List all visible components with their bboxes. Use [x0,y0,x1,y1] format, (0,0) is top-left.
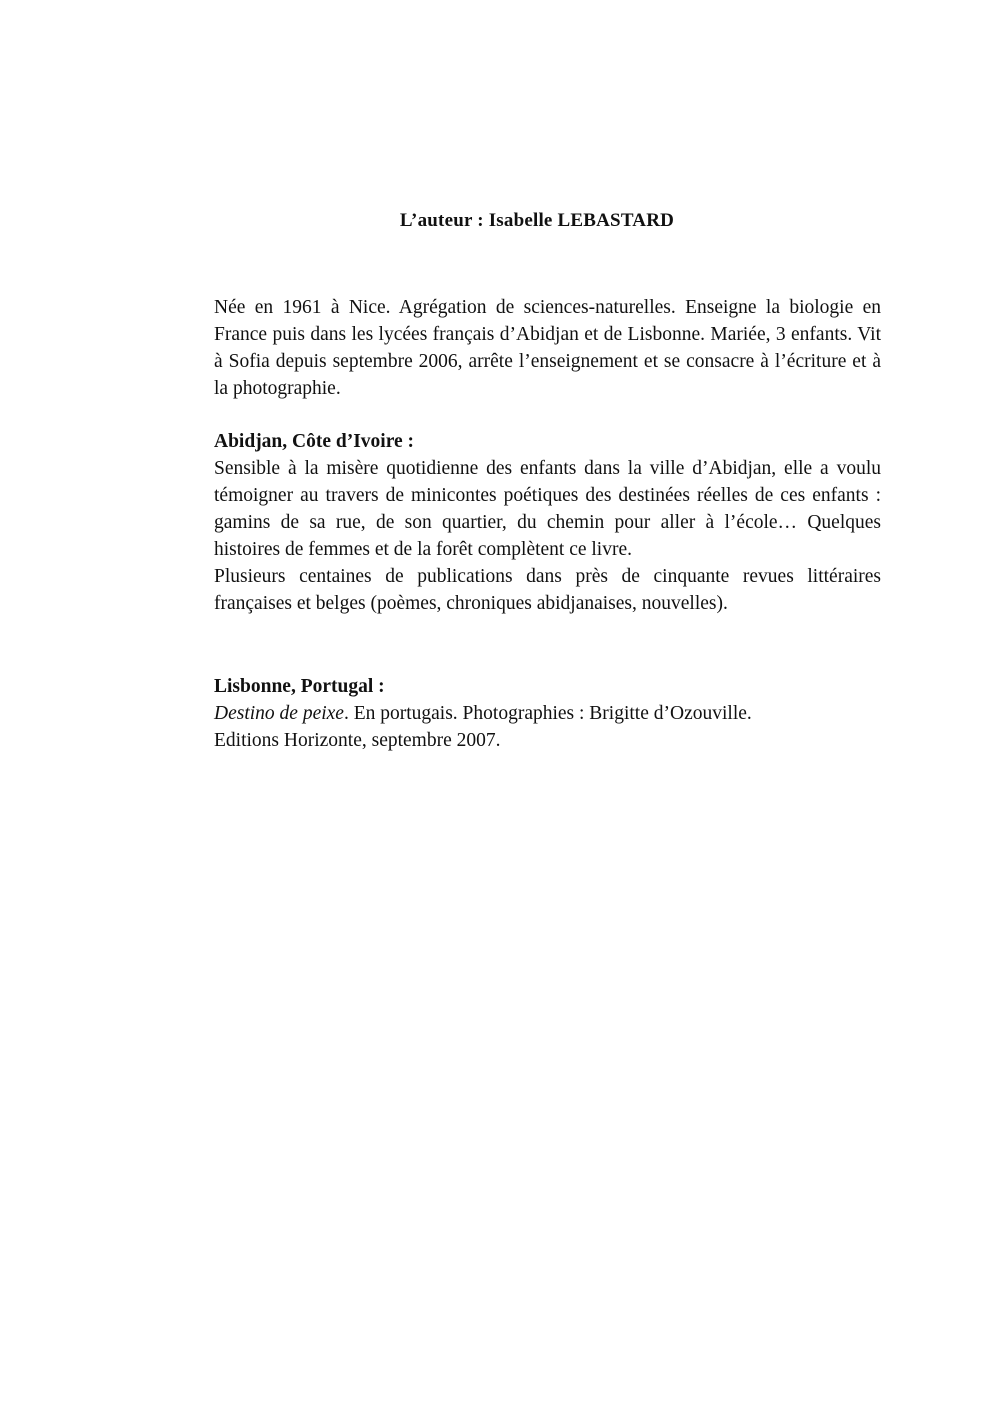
intro-section [214,294,881,402]
abidjan-section [214,428,881,617]
book-details: . En portugais. Photographies : Brigitte d’Ozouville. [343,703,752,724]
lisbonne-section [214,673,881,754]
intro-paragraph: Née en 1961 à Nice. Agrégation de sciences-naturelles. Enseigne la biologie en France puis dans les lycées français d’Abidjan et de Lisbonne. Mariée, 3 enfants. Vit à Sofia depuis septembre 2006, arrête l’enseignement et se consacre à l’écriture et à la photographie. [214,297,881,399]
book-title: Destino de peixe [214,703,344,724]
abidjan-paragraph-1: Sensible à la misère quotidienne des enfants dans la ville d’Abidjan, elle a voulu témoigner au travers de minicontes poétiques des destinées réelles de ces enfants : gamins de sa rue, de son quartier, du chemin pour aller à l’école… Quelques histoires de femmes et de la forêt complètent ce livre. [214,458,881,560]
lisbonne-book-line [214,700,881,727]
abidjan-paragraph-2: Plusieurs centaines de publications dans près de cinquante revues littéraires françaises et belges (poèmes, chroniques abidjanaises, nouvelles). [214,566,881,614]
abidjan-heading: Abidjan, Côte d’Ivoire : [214,431,415,452]
lisbonne-publisher-line: Editions Horizonte, septembre 2007. [214,730,501,751]
page-title: L’auteur : Isabelle LEBASTARD [399,210,675,231]
lisbonne-heading: Lisbonne, Portugal : [214,676,385,697]
